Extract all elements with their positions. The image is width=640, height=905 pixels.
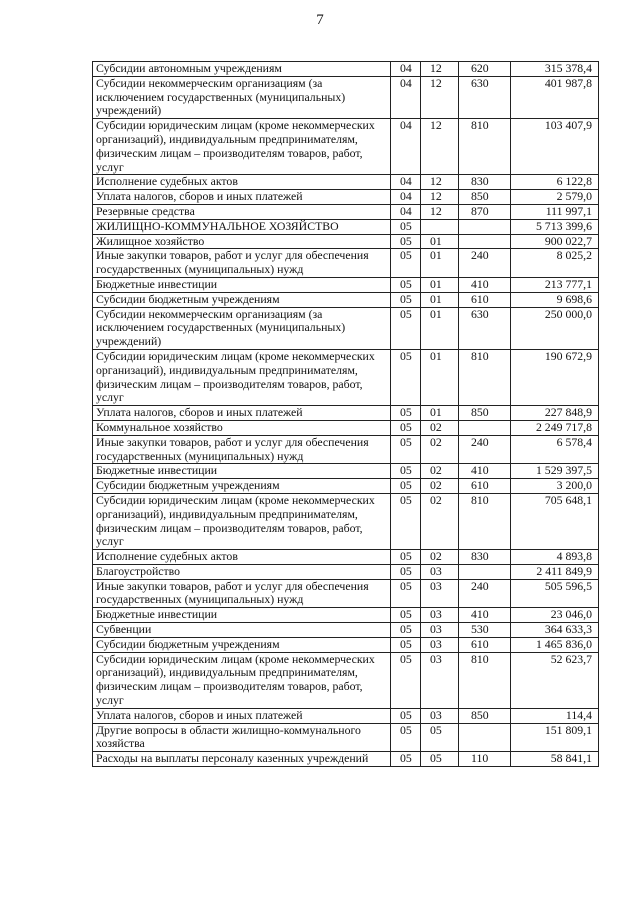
row-name-cell: Субсидии некоммерческим организациям (за исключением государственных (муниципальных) учреждений) — [93, 307, 391, 349]
row-subsection-cell: 02 — [421, 550, 459, 565]
row-section-cell: 05 — [391, 349, 421, 405]
row-expense-type-cell: 630 — [459, 307, 511, 349]
row-section-cell: 05 — [391, 420, 421, 435]
row-section-cell: 05 — [391, 234, 421, 249]
row-amount-cell: 900 022,7 — [511, 234, 599, 249]
row-subsection-cell: 02 — [421, 435, 459, 464]
row-expense-type-cell: 830 — [459, 175, 511, 190]
row-subsection-cell: 01 — [421, 277, 459, 292]
row-amount-cell: 114,4 — [511, 708, 599, 723]
row-expense-type-cell: 830 — [459, 550, 511, 565]
row-name-cell: Субсидии юридическим лицам (кроме некоммерческих организаций), индивидуальным предпринимателям, физическим лицам – производителям товаров, работ, услуг — [93, 349, 391, 405]
row-section-cell: 05 — [391, 623, 421, 638]
row-name-cell: Субсидии бюджетным учреждениям — [93, 637, 391, 652]
table-row — [93, 175, 599, 190]
row-subsection-cell: 01 — [421, 234, 459, 249]
row-section-cell: 05 — [391, 406, 421, 421]
row-name-cell: Субсидии бюджетным учреждениям — [93, 479, 391, 494]
table-row — [93, 190, 599, 205]
row-subsection-cell: 01 — [421, 406, 459, 421]
row-amount-cell: 6 578,4 — [511, 435, 599, 464]
row-name-cell: Субсидии автономным учреждениям — [93, 62, 391, 77]
row-expense-type-cell: 810 — [459, 349, 511, 405]
page-number: 7 — [316, 12, 324, 28]
row-expense-type-cell: 620 — [459, 62, 511, 77]
table-row — [93, 723, 599, 752]
table-row — [93, 708, 599, 723]
row-section-cell: 05 — [391, 464, 421, 479]
row-name-cell: Другие вопросы в области жилищно-коммунального хозяйства — [93, 723, 391, 752]
row-expense-type-cell: 850 — [459, 190, 511, 205]
row-amount-cell: 1 529 397,5 — [511, 464, 599, 479]
table-row — [93, 637, 599, 652]
row-section-cell: 05 — [391, 307, 421, 349]
row-section-cell: 04 — [391, 204, 421, 219]
table-row — [93, 219, 599, 234]
row-expense-type-cell — [459, 234, 511, 249]
table-row — [93, 307, 599, 349]
table-row — [93, 608, 599, 623]
row-section-cell: 05 — [391, 435, 421, 464]
row-section-cell: 05 — [391, 249, 421, 278]
row-section-cell: 05 — [391, 550, 421, 565]
row-amount-cell: 4 893,8 — [511, 550, 599, 565]
row-name-cell: Субсидии некоммерческим организациям (за исключением государственных (муниципальных) учреждений) — [93, 76, 391, 118]
row-amount-cell: 52 623,7 — [511, 652, 599, 708]
row-amount-cell: 2 411 849,9 — [511, 564, 599, 579]
table-row — [93, 623, 599, 638]
table-row — [93, 349, 599, 405]
row-expense-type-cell: 610 — [459, 479, 511, 494]
table-row — [93, 550, 599, 565]
row-subsection-cell: 12 — [421, 190, 459, 205]
row-subsection-cell: 12 — [421, 204, 459, 219]
row-section-cell: 04 — [391, 62, 421, 77]
row-section-cell: 05 — [391, 277, 421, 292]
row-subsection-cell: 02 — [421, 479, 459, 494]
row-name-cell: Коммунальное хозяйство — [93, 420, 391, 435]
row-subsection-cell: 01 — [421, 307, 459, 349]
row-name-cell: Уплата налогов, сборов и иных платежей — [93, 406, 391, 421]
table-row — [93, 406, 599, 421]
budget-table-body — [93, 62, 599, 767]
row-expense-type-cell: 610 — [459, 637, 511, 652]
row-subsection-cell: 03 — [421, 652, 459, 708]
row-subsection-cell: 01 — [421, 349, 459, 405]
row-subsection-cell: 12 — [421, 119, 459, 175]
row-name-cell: ЖИЛИЩНО-КОММУНАЛЬНОЕ ХОЗЯЙСТВО — [93, 219, 391, 234]
row-subsection-cell: 01 — [421, 249, 459, 278]
row-section-cell: 05 — [391, 292, 421, 307]
row-section-cell: 05 — [391, 608, 421, 623]
table-row — [93, 752, 599, 767]
table-row — [93, 420, 599, 435]
row-name-cell: Субсидии бюджетным учреждениям — [93, 292, 391, 307]
table-row — [93, 204, 599, 219]
row-section-cell: 04 — [391, 190, 421, 205]
budget-table — [92, 61, 599, 767]
row-expense-type-cell: 410 — [459, 608, 511, 623]
table-row — [93, 76, 599, 118]
row-section-cell: 05 — [391, 219, 421, 234]
row-subsection-cell: 12 — [421, 76, 459, 118]
row-name-cell: Уплата налогов, сборов и иных платежей — [93, 708, 391, 723]
row-expense-type-cell: 410 — [459, 464, 511, 479]
table-row — [93, 479, 599, 494]
row-subsection-cell: 02 — [421, 493, 459, 549]
row-subsection-cell: 03 — [421, 623, 459, 638]
row-name-cell: Субсидии юридическим лицам (кроме некоммерческих организаций), индивидуальным предпринимателям, физическим лицам – производителям товаров, работ, услуг — [93, 652, 391, 708]
row-name-cell: Уплата налогов, сборов и иных платежей — [93, 190, 391, 205]
row-name-cell: Резервные средства — [93, 204, 391, 219]
row-section-cell: 05 — [391, 708, 421, 723]
table-row — [93, 435, 599, 464]
row-section-cell: 05 — [391, 579, 421, 608]
table-row — [93, 277, 599, 292]
table-row — [93, 579, 599, 608]
row-amount-cell: 705 648,1 — [511, 493, 599, 549]
row-amount-cell: 364 633,3 — [511, 623, 599, 638]
row-name-cell: Благоустройство — [93, 564, 391, 579]
row-subsection-cell: 12 — [421, 62, 459, 77]
table-row — [93, 62, 599, 77]
row-name-cell: Бюджетные инвестиции — [93, 608, 391, 623]
row-amount-cell: 505 596,5 — [511, 579, 599, 608]
row-amount-cell: 315 378,4 — [511, 62, 599, 77]
row-expense-type-cell — [459, 564, 511, 579]
table-row — [93, 493, 599, 549]
row-expense-type-cell: 610 — [459, 292, 511, 307]
row-section-cell: 04 — [391, 119, 421, 175]
row-section-cell: 05 — [391, 652, 421, 708]
row-amount-cell: 103 407,9 — [511, 119, 599, 175]
row-amount-cell: 9 698,6 — [511, 292, 599, 307]
row-amount-cell: 5 713 399,6 — [511, 219, 599, 234]
row-expense-type-cell — [459, 420, 511, 435]
row-section-cell: 05 — [391, 493, 421, 549]
row-subsection-cell: 02 — [421, 464, 459, 479]
row-expense-type-cell: 630 — [459, 76, 511, 118]
row-subsection-cell: 01 — [421, 292, 459, 307]
row-amount-cell: 401 987,8 — [511, 76, 599, 118]
row-amount-cell: 6 122,8 — [511, 175, 599, 190]
row-expense-type-cell — [459, 723, 511, 752]
row-subsection-cell: 03 — [421, 564, 459, 579]
row-subsection-cell: 03 — [421, 579, 459, 608]
row-subsection-cell: 05 — [421, 752, 459, 767]
table-row — [93, 652, 599, 708]
table-row — [93, 119, 599, 175]
row-name-cell: Субвенции — [93, 623, 391, 638]
row-expense-type-cell — [459, 219, 511, 234]
row-name-cell: Бюджетные инвестиции — [93, 464, 391, 479]
row-amount-cell: 1 465 836,0 — [511, 637, 599, 652]
row-section-cell: 05 — [391, 723, 421, 752]
row-expense-type-cell: 850 — [459, 406, 511, 421]
table-row — [93, 564, 599, 579]
row-section-cell: 04 — [391, 175, 421, 190]
row-section-cell: 04 — [391, 76, 421, 118]
row-amount-cell: 2 249 717,8 — [511, 420, 599, 435]
table-row — [93, 249, 599, 278]
row-name-cell: Исполнение судебных актов — [93, 175, 391, 190]
row-expense-type-cell: 410 — [459, 277, 511, 292]
row-section-cell: 05 — [391, 564, 421, 579]
row-subsection-cell: 05 — [421, 723, 459, 752]
row-expense-type-cell: 240 — [459, 435, 511, 464]
row-subsection-cell: 02 — [421, 420, 459, 435]
row-name-cell: Иные закупки товаров, работ и услуг для обеспечения государственных (муниципальных) нужд — [93, 579, 391, 608]
row-amount-cell: 8 025,2 — [511, 249, 599, 278]
row-section-cell: 05 — [391, 752, 421, 767]
row-name-cell: Иные закупки товаров, работ и услуг для обеспечения государственных (муниципальных) нужд — [93, 249, 391, 278]
row-subsection-cell: 12 — [421, 175, 459, 190]
row-subsection-cell: 03 — [421, 608, 459, 623]
row-amount-cell: 190 672,9 — [511, 349, 599, 405]
row-section-cell: 05 — [391, 479, 421, 494]
row-subsection-cell: 03 — [421, 708, 459, 723]
row-amount-cell: 58 841,1 — [511, 752, 599, 767]
row-name-cell: Субсидии юридическим лицам (кроме некоммерческих организаций), индивидуальным предпринимателям, физическим лицам – производителям товаров, работ, услуг — [93, 119, 391, 175]
row-name-cell: Иные закупки товаров, работ и услуг для обеспечения государственных (муниципальных) нужд — [93, 435, 391, 464]
row-expense-type-cell: 810 — [459, 119, 511, 175]
row-name-cell: Субсидии юридическим лицам (кроме некоммерческих организаций), индивидуальным предпринимателям, физическим лицам – производителям товаров, работ, услуг — [93, 493, 391, 549]
row-expense-type-cell: 110 — [459, 752, 511, 767]
row-amount-cell: 213 777,1 — [511, 277, 599, 292]
row-amount-cell: 250 000,0 — [511, 307, 599, 349]
row-name-cell: Расходы на выплаты персоналу казенных учреждений — [93, 752, 391, 767]
row-expense-type-cell: 240 — [459, 579, 511, 608]
row-expense-type-cell: 810 — [459, 493, 511, 549]
table-row — [93, 234, 599, 249]
row-name-cell: Бюджетные инвестиции — [93, 277, 391, 292]
row-name-cell: Жилищное хозяйство — [93, 234, 391, 249]
row-expense-type-cell: 870 — [459, 204, 511, 219]
table-row — [93, 292, 599, 307]
row-amount-cell: 227 848,9 — [511, 406, 599, 421]
row-expense-type-cell: 810 — [459, 652, 511, 708]
table-row — [93, 464, 599, 479]
row-amount-cell: 3 200,0 — [511, 479, 599, 494]
row-section-cell: 05 — [391, 637, 421, 652]
row-subsection-cell: 03 — [421, 637, 459, 652]
row-name-cell: Исполнение судебных актов — [93, 550, 391, 565]
row-amount-cell: 111 997,1 — [511, 204, 599, 219]
row-expense-type-cell: 240 — [459, 249, 511, 278]
row-amount-cell: 2 579,0 — [511, 190, 599, 205]
row-expense-type-cell: 530 — [459, 623, 511, 638]
row-expense-type-cell: 850 — [459, 708, 511, 723]
row-amount-cell: 23 046,0 — [511, 608, 599, 623]
row-subsection-cell — [421, 219, 459, 234]
row-amount-cell: 151 809,1 — [511, 723, 599, 752]
